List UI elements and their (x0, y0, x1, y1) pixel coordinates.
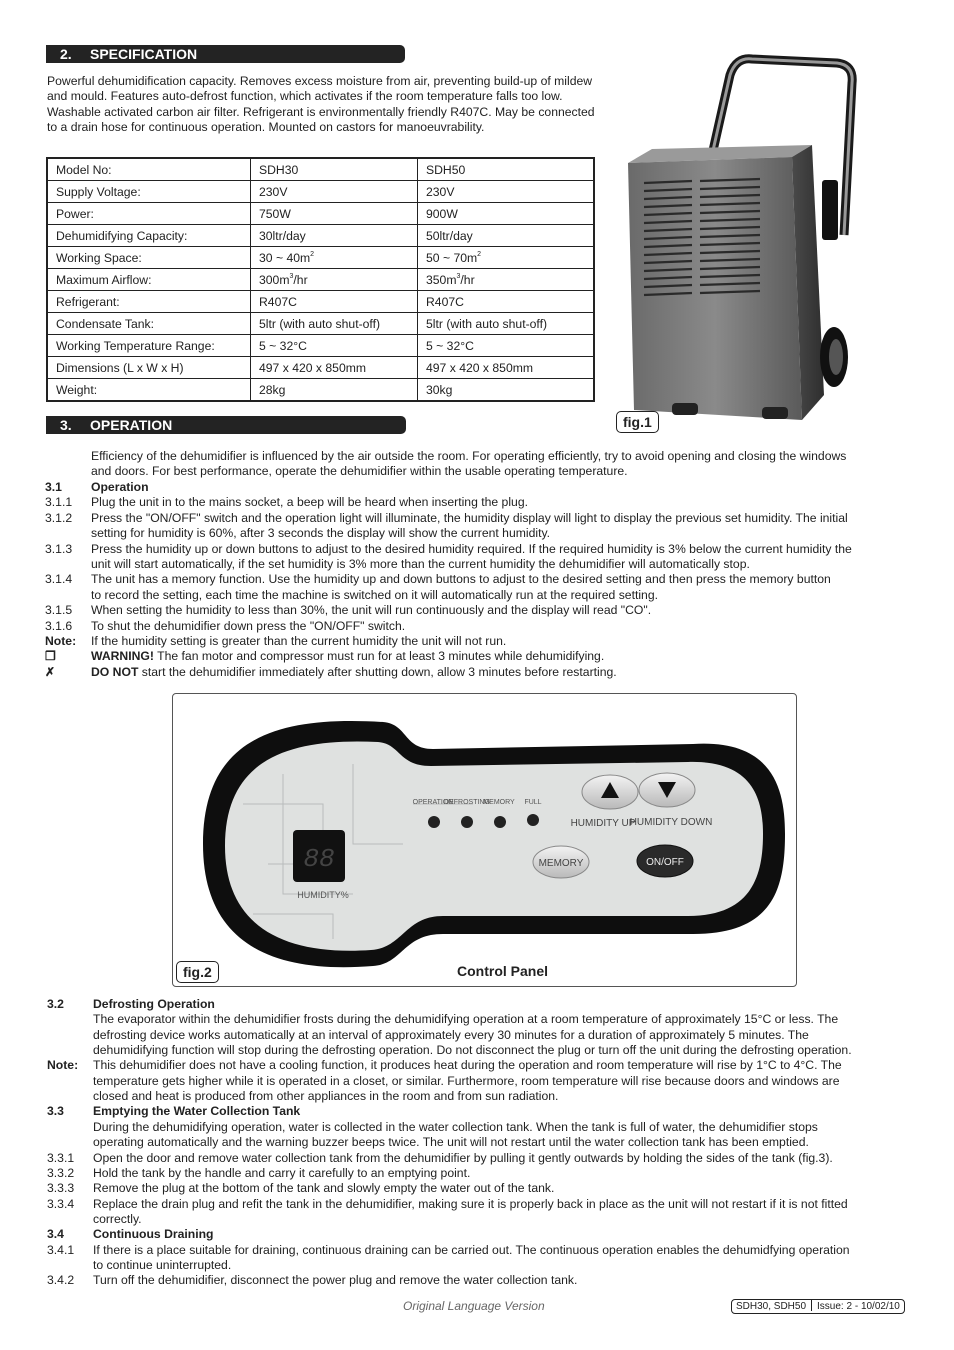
humidity-display-label: HUMIDITY% (297, 890, 349, 900)
line-number: 3.2 (47, 997, 64, 1011)
spec-row (47, 379, 594, 402)
line-number: 3.3.4 (47, 1196, 75, 1211)
spec-cell-text: Dimensions (L x W x H) (56, 360, 184, 375)
spec-cell (418, 181, 595, 203)
spec-cell (251, 291, 418, 313)
control-panel-image (173, 694, 797, 987)
memory-button-label: MEMORY (538, 858, 584, 869)
section-number: 3. (60, 417, 72, 433)
spec-cell-text: 497 x 420 x 850mm (426, 360, 534, 375)
line-text (91, 542, 852, 557)
line-text (93, 1151, 833, 1166)
humidity-up-button[interactable] (582, 775, 638, 809)
line-body: The unit has a memory function. Use the humidity up and down buttons to adjust to the desired setting and then press the memory button (91, 572, 831, 587)
spec-cell-superscript: 2 (310, 250, 315, 258)
section-number: 2. (60, 46, 72, 62)
spec-cell (251, 225, 418, 247)
spec-cell (47, 357, 251, 379)
control-panel-figure (172, 693, 797, 987)
spec-cell-text: 230V (426, 184, 455, 199)
spec-row (47, 203, 594, 225)
line-number: 3.1.5 (45, 603, 73, 618)
line-body: defrosting device works automatically at an interval of approximately every 30 minutes for a duration of approximately 5 minutes. The (93, 1027, 809, 1042)
line-number: 3.1.4 (45, 572, 73, 587)
line-body: The fan motor and compressor must run for at least 3 minutes while dehumidifying. (157, 649, 605, 664)
spec-row (47, 158, 594, 181)
line-text (93, 1273, 577, 1288)
line-body: unit will start automatically, if the set humidity is 3% more than the current humidity the dehumidifier will automatically stop. (91, 557, 750, 571)
spec-cell (418, 313, 595, 335)
line-body: start the dehumidifier immediately after shutting down, allow 3 minutes before restarting. (141, 664, 617, 679)
spec-cell (418, 379, 595, 402)
line-text (91, 495, 528, 510)
on-off-button[interactable] (637, 845, 693, 877)
line-lead: WARNING! (91, 649, 154, 664)
section-title: SPECIFICATION (90, 46, 198, 62)
spec-cell (418, 247, 595, 269)
line-body: Defrosting Operation (93, 997, 215, 1011)
line-body: Open the door and remove water collection tank from the dehumidifier by pulling it gently outwards by holding the sides of the tank (fig.3). (93, 1150, 833, 1165)
spec-cell-text: 300m (259, 272, 290, 287)
line-body: operating automatically and the warning buzzer beeps twice. The unit will not restart until the water collection tank has been emptied. (93, 1135, 809, 1150)
line-text (93, 1028, 809, 1043)
line-body: Plug the unit in to the mains socket, a beep will be heard when inserting the plug. (91, 495, 528, 510)
spec-cell (47, 269, 251, 291)
line-body: Remove the plug at the bottom of the tank and slowly empty the water out of the tank. (93, 1181, 555, 1196)
line-text (91, 634, 506, 649)
line-number: 3.1.3 (45, 541, 73, 556)
specification-intro: Powerful dehumidification capacity. Removes excess moisture from air, preventing build-up of mildew and mould. Features auto-defrost function, which activates if the room temperature falls too low. Washable activated carbon air filter. Refrigerant is environmentally friendly R407C. May be connected to a drain hose for continuous operation. Mounted on castors for manoeuvrability. (47, 74, 595, 135)
spec-cell-text: SDH50 (426, 162, 466, 177)
line-number: 3.3.2 (47, 1165, 75, 1180)
fig2-caption: Control Panel (457, 963, 549, 979)
line-text (93, 1181, 554, 1196)
operation-intro-2: and doors. For best performance, operate the dehumidifier within the usable operating temperature. (91, 464, 628, 478)
line-text (93, 1243, 850, 1258)
spec-cell (47, 225, 251, 247)
spec-cell (47, 291, 251, 313)
spec-cell-text: 5ltr (with auto shut-off) (426, 316, 548, 331)
footer-models: SDH30, SDH50 (736, 1301, 807, 1312)
indicator-light-operation (428, 816, 440, 828)
section-header-specification (46, 45, 405, 63)
line-lead: DO NOT (91, 664, 139, 679)
line-body: Hold the tank by the handle and carry it carefully to an emptying point. (93, 1165, 471, 1180)
line-text (91, 480, 149, 495)
spec-cell (418, 203, 595, 225)
spec-cell (47, 335, 251, 357)
line-body: Operation (91, 480, 149, 494)
humidity-down-label: HUMIDITY DOWN (629, 817, 713, 828)
spec-cell-unit: /hr (460, 272, 475, 287)
spec-cell (47, 181, 251, 203)
line-text (91, 619, 405, 634)
on-off-button-label: ON/OFF (646, 857, 684, 868)
spec-cell (418, 291, 595, 313)
line-text (91, 588, 658, 603)
spec-cell-unit: /hr (293, 272, 308, 287)
operation-intro-1: Efficiency of the dehumidifier is influenced by the air outside the room. For operating efficiently, try to avoid opening and closing the windows (91, 449, 847, 463)
line-body: Press the "ON/OFF" switch and the operation light will illuminate, the humidity display will light to display the previous set humidity. The initial (91, 510, 848, 525)
line-text (91, 572, 831, 587)
memory-button[interactable] (533, 846, 589, 878)
line-number: ❒ (45, 649, 56, 664)
spec-cell-text: Working Temperature Range: (56, 338, 215, 353)
humidity-down-button[interactable] (639, 773, 695, 807)
spec-cell-text: 50ltr/day (426, 228, 473, 243)
spec-cell-text: 5 ~ 32°C (259, 338, 307, 353)
spec-cell-text: Dehumidifying Capacity: (56, 228, 188, 243)
line-text (91, 603, 651, 618)
spec-cell-text: 497 x 420 x 850mm (259, 360, 367, 375)
line-body: to continue uninterrupted. (93, 1257, 232, 1272)
line-number: 3.3 (47, 1104, 64, 1119)
line-text (93, 1258, 231, 1273)
spec-row (47, 269, 594, 291)
line-text (91, 511, 848, 526)
spec-cell (251, 379, 418, 402)
spec-cell (251, 335, 418, 357)
spec-cell-text: 5ltr (with auto shut-off) (259, 316, 381, 331)
line-number: 3.4 (47, 1227, 64, 1242)
line-text (91, 665, 617, 680)
spec-row (47, 291, 594, 313)
line-text (93, 1074, 839, 1089)
line-text (93, 1227, 214, 1242)
spec-row (47, 335, 594, 357)
spec-cell-text: 5 ~ 32°C (426, 338, 474, 353)
spec-cell-text: Working Space: (56, 250, 142, 265)
spec-cell-text: Supply Voltage: (56, 184, 141, 199)
line-body: During the dehumidifying operation, water is collected in the water collection tank. When the tank is full of water, the dehumidifier stops (93, 1119, 818, 1134)
spec-cell (418, 158, 595, 181)
humidity-up-label: HUMIDITY UP (570, 818, 636, 829)
spec-cell-text: 50 ~ 70m (426, 250, 478, 265)
line-body: If there is a place suitable for draining, continuous draining can be carried out. The continuous operation enables the dehumidfying operation (93, 1242, 850, 1257)
line-body: Replace the drain plug and refit the tank in the dehumidifier, making sure it is properly back in place as the unit will not restart if it is not fitted (93, 1196, 848, 1211)
spec-cell-superscript: 2 (477, 250, 482, 258)
spec-cell (251, 247, 418, 269)
line-body: This dehumidifier does not have a cooling function, it produces heat during the operation and room temperature will rise by 1°C to 4°C. The (93, 1058, 842, 1073)
line-text (93, 1166, 470, 1181)
indicator-label-full: FULL (524, 799, 542, 806)
spec-cell (418, 225, 595, 247)
spec-cell-text: 30kg (426, 382, 453, 397)
footer-model-issue (731, 1299, 905, 1314)
line-body: closed and heat is produced from other appliances in the room and from sun radiation. (93, 1089, 559, 1104)
spec-cell (251, 357, 418, 379)
spec-row (47, 313, 594, 335)
line-number: 3.1.2 (45, 510, 73, 525)
line-number: Note: (47, 1058, 79, 1073)
line-number: 3.1 (45, 480, 62, 494)
spec-row (47, 225, 594, 247)
spec-cell-text: 900W (426, 206, 458, 221)
specification-table (46, 157, 595, 402)
spec-cell-text: Condensate Tank: (56, 316, 155, 331)
spec-cell-text: Weight: (56, 382, 98, 397)
spec-cell (47, 158, 251, 181)
line-body: When setting the humidity to less than 30%, the unit will run continuously and the display will read "CO". (91, 603, 652, 618)
spec-cell-text: SDH30 (259, 162, 299, 177)
spec-cell-text: Model No: (56, 162, 112, 177)
line-text (93, 1104, 300, 1119)
line-text (91, 557, 750, 572)
spec-cell (47, 313, 251, 335)
line-number: 3.1.1 (45, 495, 73, 510)
spec-cell-text: Refrigerant: (56, 294, 120, 309)
spec-cell (418, 357, 595, 379)
spec-row (47, 181, 594, 203)
line-text (93, 1089, 558, 1104)
spec-cell-text: 750W (259, 206, 291, 221)
spec-cell (251, 181, 418, 203)
line-body: Press the humidity up or down buttons to adjust to the desired humidity required. If the required humidity is 3% below the current humidity the (91, 541, 852, 556)
line-number: 3.4.1 (47, 1242, 75, 1257)
line-number: 3.4.2 (47, 1273, 75, 1288)
indicator-label-operation: OPERATION (412, 799, 454, 806)
line-body: temperature gets higher while it is operated in a closet, or similar. Furthermore, room temperature will rise because doors and windows are (93, 1073, 840, 1088)
spec-row (47, 247, 594, 269)
indicator-label-memory: MEMORY (483, 799, 515, 806)
line-number: 3.3.1 (47, 1150, 75, 1165)
line-number: Note: (45, 634, 77, 648)
indicator-light-memory (494, 816, 506, 828)
line-text (91, 526, 550, 541)
spec-cell (251, 313, 418, 335)
spec-cell (47, 247, 251, 269)
spec-cell (418, 269, 595, 291)
line-body: dehumidifying function will stop during the defrosting operation. Do not disconnect the plug or turn off the unit during the defrosting operation. (93, 1043, 852, 1058)
spec-cell-text: Power: (56, 206, 94, 221)
line-text (93, 1197, 848, 1212)
line-text (93, 1012, 838, 1027)
line-body: If the humidity setting is greater than the current humidity the unit will not run. (91, 634, 507, 648)
spec-cell-superscript: 3 (289, 272, 294, 280)
spec-cell-text: 30ltr/day (259, 228, 306, 243)
spec-cell-text: R407C (259, 294, 297, 309)
line-body: Emptying the Water Collection Tank (93, 1104, 301, 1119)
line-text (93, 997, 215, 1012)
spec-cell-text: 350m (426, 272, 457, 287)
spec-cell-text: 28kg (259, 382, 286, 397)
line-number: 3.3.3 (47, 1181, 75, 1196)
line-body: To shut the dehumidifier down press the "ON/OFF" switch. (91, 618, 406, 633)
line-text (93, 1212, 142, 1227)
spec-cell-text: Maximum Airflow: (56, 272, 152, 287)
line-text (91, 649, 604, 664)
spec-cell-text: 30 ~ 40m (259, 250, 311, 265)
line-body: correctly. (93, 1211, 142, 1226)
line-text (93, 1058, 842, 1073)
line-body: The evaporator within the dehumidifier frosts during the dehumidifying operation at a room temperature of approximately 15°C or less. The (93, 1012, 839, 1027)
line-text (93, 1120, 818, 1135)
footer-issue: Issue: 2 - 10/02/10 (817, 1301, 900, 1312)
line-body: to record the setting, each time the machine is switched on it will automatically run at the required setting. (91, 587, 659, 602)
line-text (93, 1135, 809, 1150)
line-text (93, 1043, 852, 1058)
spec-cell (251, 269, 418, 291)
line-body: Turn off the dehumidifier, disconnect the power plug and remove the water collection tank. (93, 1273, 578, 1288)
section-title: OPERATION (90, 417, 173, 433)
footer-language-note: Original Language Version (403, 1299, 545, 1313)
spec-cell-text: R407C (426, 294, 464, 309)
line-body: Continuous Draining (93, 1227, 214, 1242)
humidity-display: 88 (303, 844, 335, 874)
line-number: 3.1.6 (45, 618, 73, 633)
indicator-label-defrosting: DEFROSTING (444, 799, 490, 806)
spec-cell (47, 379, 251, 402)
spec-cell (251, 158, 418, 181)
fig1-label: fig.1 (616, 411, 659, 433)
line-number: ✗ (45, 664, 56, 679)
indicator-light-defrosting (461, 816, 473, 828)
fig2-label: fig.2 (176, 961, 219, 983)
spec-cell (418, 335, 595, 357)
spec-row (47, 357, 594, 379)
spec-cell-text: 230V (259, 184, 288, 199)
spec-cell (251, 203, 418, 225)
spec-cell (47, 203, 251, 225)
indicator-light-full (527, 814, 539, 826)
line-body: setting for humidity is 60%, after 3 seconds the display will show the current humidity. (91, 526, 551, 541)
spec-cell-superscript: 3 (456, 272, 461, 280)
section-header-operation (46, 416, 406, 434)
dehumidifier-image (612, 45, 870, 440)
